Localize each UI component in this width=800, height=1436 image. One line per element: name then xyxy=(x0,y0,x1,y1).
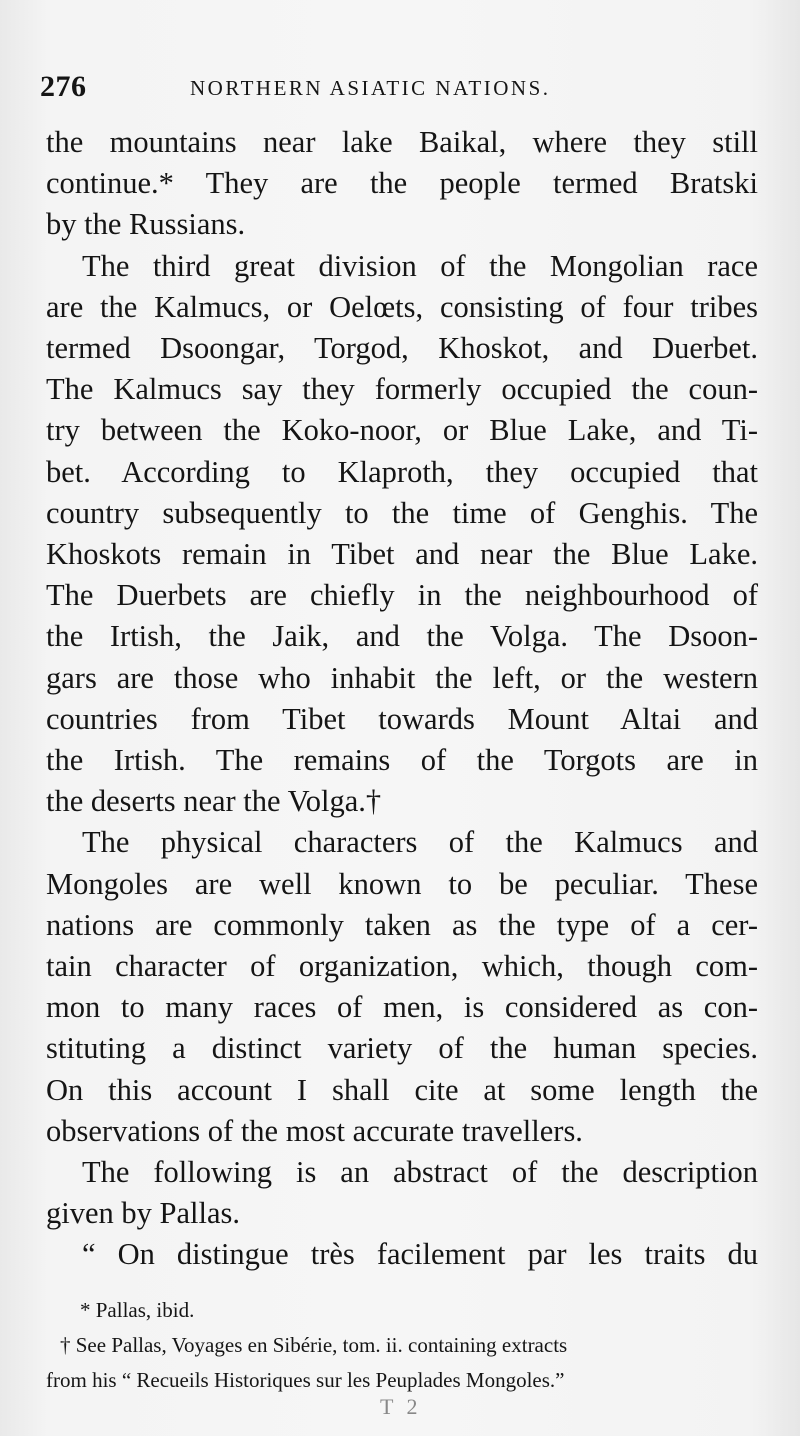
text-line: On this account I shall cite at some length the xyxy=(46,1072,758,1107)
text-line: gars are those who inhabit the left, or the western xyxy=(46,660,758,695)
text-line: termed Dsoongar, Torgod, Khoskot, and Duerbet. xyxy=(46,331,758,366)
text-line: observations of the most accurate travellers. xyxy=(46,1113,583,1148)
text-line: try between the Koko-noor, or Blue Lake, and Ti- xyxy=(46,413,758,448)
text-line: the deserts near the Volga.† xyxy=(46,784,382,819)
text-line: mon to many races of men, is considered as con- xyxy=(46,990,758,1025)
text-line: the Irtish. The remains of the Torgots are in xyxy=(46,743,758,778)
text-line: The physical characters of the Kalmucs and xyxy=(82,825,758,860)
text-line: The Kalmucs say they formerly occupied the coun- xyxy=(46,372,758,407)
text-line: tain character of organization, which, though com- xyxy=(46,949,758,984)
text-line: “ On distingue très facilement par les traits du xyxy=(82,1237,758,1272)
footnotes xyxy=(46,1293,758,1398)
footnote: from his “ Recueils Historiques sur les Peuplades Mongoles.” xyxy=(46,1368,565,1392)
text-line: Khoskots remain in Tibet and near the Blue Lake. xyxy=(46,537,758,572)
text-line: The third great division of the Mongolian race xyxy=(82,248,758,283)
text-line: countries from Tibet towards Mount Altai and xyxy=(46,701,758,736)
signature-mark: T 2 xyxy=(380,1394,422,1419)
text-line: Mongoles are well known to be peculiar. These xyxy=(46,866,758,901)
text-line: continue.* They are the people termed Bratski xyxy=(46,166,758,201)
text-line: stituting a distinct variety of the human species. xyxy=(46,1031,758,1066)
text-line: The Duerbets are chiefly in the neighbourhood of xyxy=(46,578,758,613)
text-line: nations are commonly taken as the type of a cer- xyxy=(46,907,758,942)
footnote: * Pallas, ibid. xyxy=(80,1298,195,1322)
body-text xyxy=(46,122,758,1276)
page-header xyxy=(40,66,760,110)
footnote: † See Pallas, Voyages en Sibérie, tom. ii. containing extracts xyxy=(60,1333,568,1357)
text-line: the Irtish, the Jaik, and the Volga. The Dsoon- xyxy=(46,619,758,654)
running-head: NORTHERN ASIATIC NATIONS. xyxy=(190,76,551,100)
text-line: by the Russians. xyxy=(46,207,246,242)
text-line: the mountains near lake Baikal, where they still xyxy=(46,125,758,159)
page-number: 276 xyxy=(40,70,87,103)
text-line: bet. According to Klaproth, they occupied that xyxy=(46,454,758,489)
text-line: given by Pallas. xyxy=(46,1196,240,1231)
text-line: are the Kalmucs, or Oelœts, consisting of four tribes xyxy=(46,289,758,324)
text-line: The following is an abstract of the description xyxy=(82,1155,758,1190)
text-line: country subsequently to the time of Genghis. The xyxy=(46,495,758,530)
